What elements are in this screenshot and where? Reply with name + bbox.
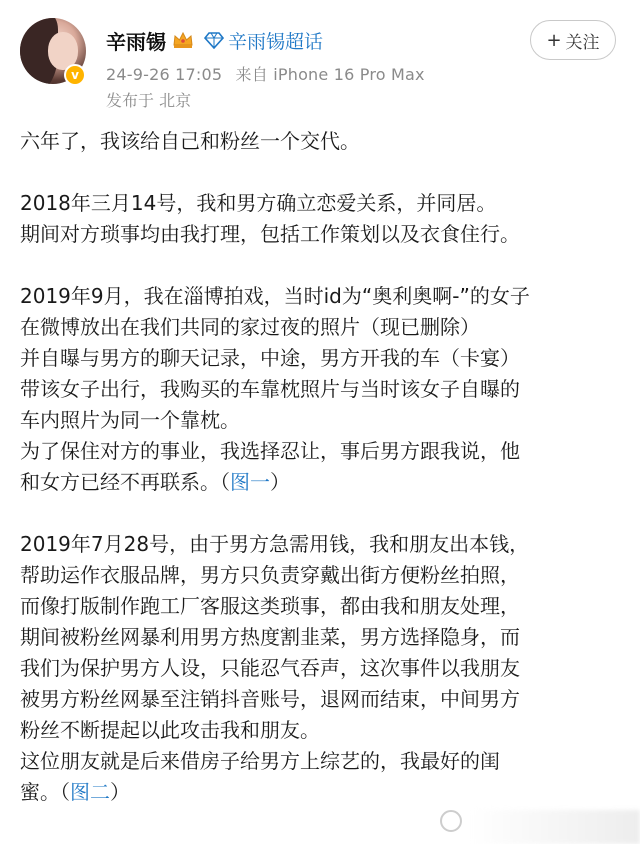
text-line: 为了保住对方的事业，我选择忍让，事后男方跟我说，他 bbox=[20, 439, 520, 463]
text-line: 车内照片为同一个靠枕。 bbox=[20, 408, 240, 432]
name-row bbox=[106, 26, 323, 54]
paragraph-3 bbox=[20, 281, 630, 498]
follow-label: 关注 bbox=[565, 32, 600, 53]
crown-icon bbox=[172, 31, 194, 49]
follow-button[interactable] bbox=[530, 20, 616, 60]
text-line bbox=[20, 467, 630, 498]
watermark-icon bbox=[440, 810, 462, 832]
text-line: 而像打版制作跑工厂客服这类琐事，都由我和朋友处理， bbox=[20, 594, 520, 618]
text-line: 六年了，我该给自己和粉丝一个交代。 bbox=[20, 129, 360, 153]
paragraph-1 bbox=[20, 126, 630, 157]
paragraph-2 bbox=[20, 188, 630, 250]
text-fragment: 蜜。（ bbox=[20, 780, 70, 804]
text-line: 带该女子出行，我购买的车靠枕照片与当时该女子自曝的 bbox=[20, 377, 520, 401]
text-line: 帮助运作衣服品牌，男方只负责穿戴出街方便粉丝拍照， bbox=[20, 563, 520, 587]
paragraph-4 bbox=[20, 529, 630, 808]
text-line: 并自曝与男方的聊天记录，中途，男方开我的车（卡宴） bbox=[20, 346, 520, 370]
post-body bbox=[20, 126, 630, 839]
post-source: 来自 iPhone 16 Pro Max bbox=[235, 65, 425, 84]
username[interactable]: 辛雨锡 bbox=[106, 29, 166, 54]
text-fragment: 和女方已经不再联系。（ bbox=[20, 470, 230, 494]
text-line: 被男方粉丝网暴至注销抖音账号，退网而结束，中间男方 bbox=[20, 687, 520, 711]
post-location: 发布于 北京 bbox=[106, 91, 192, 110]
text-line: 2019年7月28号，由于男方急需用钱，我和朋友出本钱， bbox=[20, 532, 530, 556]
text-line: 2018年三月14号，我和男方确立恋爱关系，并同居。 bbox=[20, 191, 497, 215]
watermark bbox=[440, 806, 468, 836]
meta-row bbox=[106, 62, 433, 85]
image-link-2[interactable]: 图二 bbox=[70, 780, 110, 804]
plus-icon: + bbox=[546, 29, 562, 51]
diamond-icon bbox=[204, 31, 224, 49]
text-line: 这位朋友就是后来借房子给男方上综艺的，我最好的闺 bbox=[20, 749, 500, 773]
text-line: 粉丝不断提起以此攻击我和朋友。 bbox=[20, 718, 320, 742]
blur-overlay bbox=[470, 810, 640, 844]
post-date: 24-9-26 17:05 bbox=[106, 65, 223, 84]
text-line: 2019年9月，我在淄博拍戏，当时id为“奥利奥啊-”的女子 bbox=[20, 284, 530, 308]
text-fragment: ） bbox=[270, 470, 290, 494]
text-line: 期间对方琐事均由我打理，包括工作策划以及衣食住行。 bbox=[20, 222, 520, 246]
post-header bbox=[0, 0, 640, 118]
verified-badge-icon: v bbox=[64, 64, 86, 86]
text-line: 在微博放出在我们共同的家过夜的照片（现已删除） bbox=[20, 315, 480, 339]
image-link-1[interactable]: 图一 bbox=[230, 470, 270, 494]
text-fragment: ） bbox=[110, 780, 130, 804]
text-line: 我们为保护男方人设，只能忍气吞声，这次事件以我朋友 bbox=[20, 656, 520, 680]
topic-link[interactable]: 辛雨锡超话 bbox=[228, 30, 324, 53]
text-line: 期间被粉丝网暴利用男方热度割韭菜，男方选择隐身，而 bbox=[20, 625, 520, 649]
text-line bbox=[20, 777, 630, 808]
